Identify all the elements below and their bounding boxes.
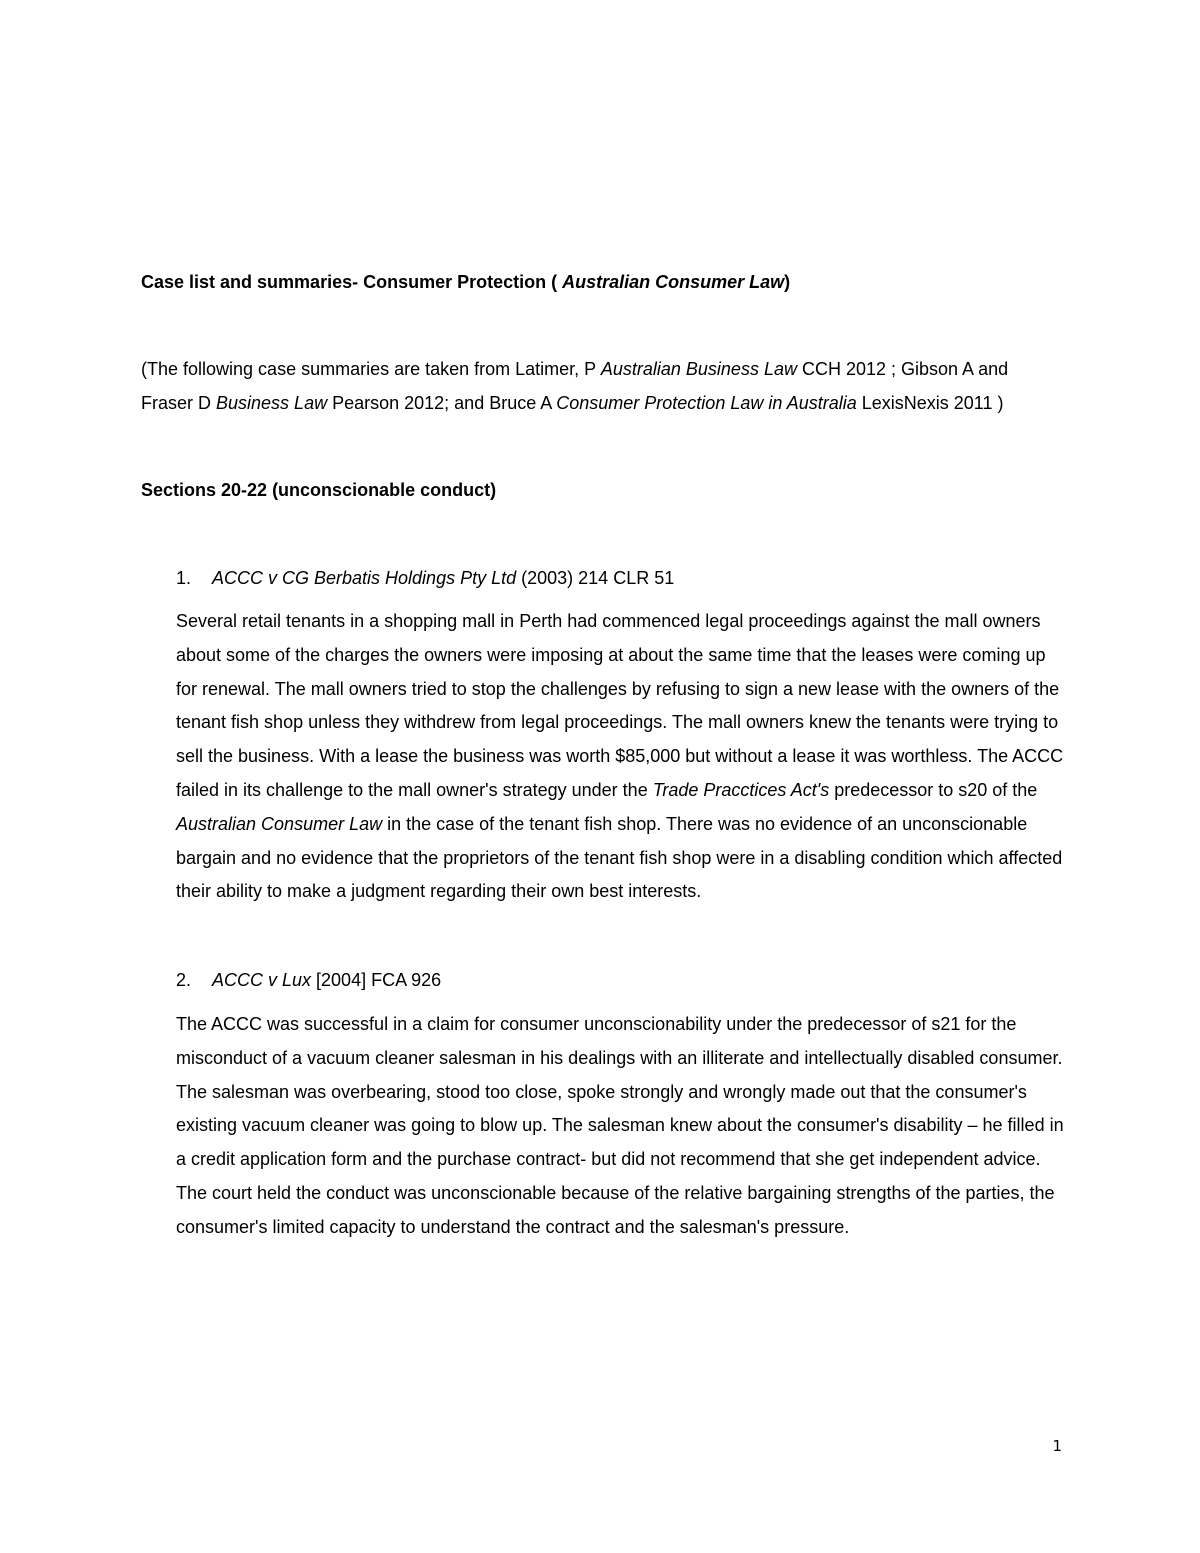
title-italic: Australian Consumer Law xyxy=(562,272,785,292)
intro-source-2: Business Law xyxy=(216,393,328,413)
intro-text-4: LexisNexis 2011 ) xyxy=(856,393,1004,413)
title-suffix: ) xyxy=(784,272,791,292)
section-heading: Sections 20-22 (unconscionable conduct) xyxy=(141,480,497,500)
case-number: 1. xyxy=(176,568,192,588)
summary-text: predecessor to s20 of the xyxy=(829,779,1038,800)
intro-source-3: Consumer Protection Law in Australia xyxy=(556,393,857,413)
intro-source-1: Australian Business Law xyxy=(600,359,797,379)
summary-italic-act: Trade Pracctices Act's xyxy=(652,779,830,800)
case-citation: [2004] FCA 926 xyxy=(311,970,442,990)
intro-text-3: Pearson 2012; and Bruce A xyxy=(327,393,557,413)
intro-paragraph xyxy=(141,352,1061,420)
case-heading-2 xyxy=(176,964,1056,996)
case-heading-1 xyxy=(176,562,1056,594)
document-title xyxy=(141,266,1061,298)
case-summary-1 xyxy=(176,605,1066,909)
case-number: 2. xyxy=(176,970,192,990)
case-citation: (2003) 214 CLR 51 xyxy=(516,568,675,588)
intro-text-1: (The following case summaries are taken from Latimer, P xyxy=(141,359,601,379)
summary-italic-law: Australian Consumer Law xyxy=(176,813,383,834)
case-summary-2 xyxy=(176,1008,1066,1245)
case-name: ACCC v CG Berbatis Holdings Pty Ltd xyxy=(212,568,517,588)
summary-text: The ACCC was successful in a claim for consumer unconscionability under the predecessor of s21 for the misconduct of a vacuum cleaner salesman in his dealings with an illiterate and intellectually disabled consumer. The salesman was overbearing, stood too close, spoke strongly and wrongly made out that the consumer's existing vacuum cleaner was going to blow up. The salesman knew about the consumer's disability – he filled in a credit application form and the purchase contract- but did not recommend that she get independent advice. The court held the conduct was unconscionable because of the relative bargaining strengths of the parties, the consumer's limited capacity to understand the contract and the salesman's pressure. xyxy=(176,1014,1064,1237)
case-name: ACCC v Lux xyxy=(212,970,312,990)
page-number: 1 xyxy=(1052,1437,1062,1455)
title-prefix: Case list and summaries- Consumer Protection ( xyxy=(141,272,563,292)
intro-text-2: CCH 2012 ; Gibson A and Fraser D xyxy=(141,359,1009,413)
summary-text: Several retail tenants in a shopping mall in Perth had commenced legal proceedings against the mall owners about some of the charges the owners were imposing at about the same time that the leases were coming up for renewal. The mall owners tried to stop the challenges by refusing to sign a new lease with the owners of the tenant fish shop unless they withdrew from legal proceedings. The mall owners knew the tenants were trying to sell the business. With a lease the business was worth $85,000 but without a lease it was worthless. The ACCC failed in its challenge to the mall owner's strategy under the xyxy=(176,611,1064,800)
summary-text: in the case of the tenant fish shop. There was no evidence of an unconscionable bargain and no evidence that the proprietors of the tenant fish shop were in a disabling condition which affected their ability to make a judgment regarding their own best interests. xyxy=(176,813,1063,902)
